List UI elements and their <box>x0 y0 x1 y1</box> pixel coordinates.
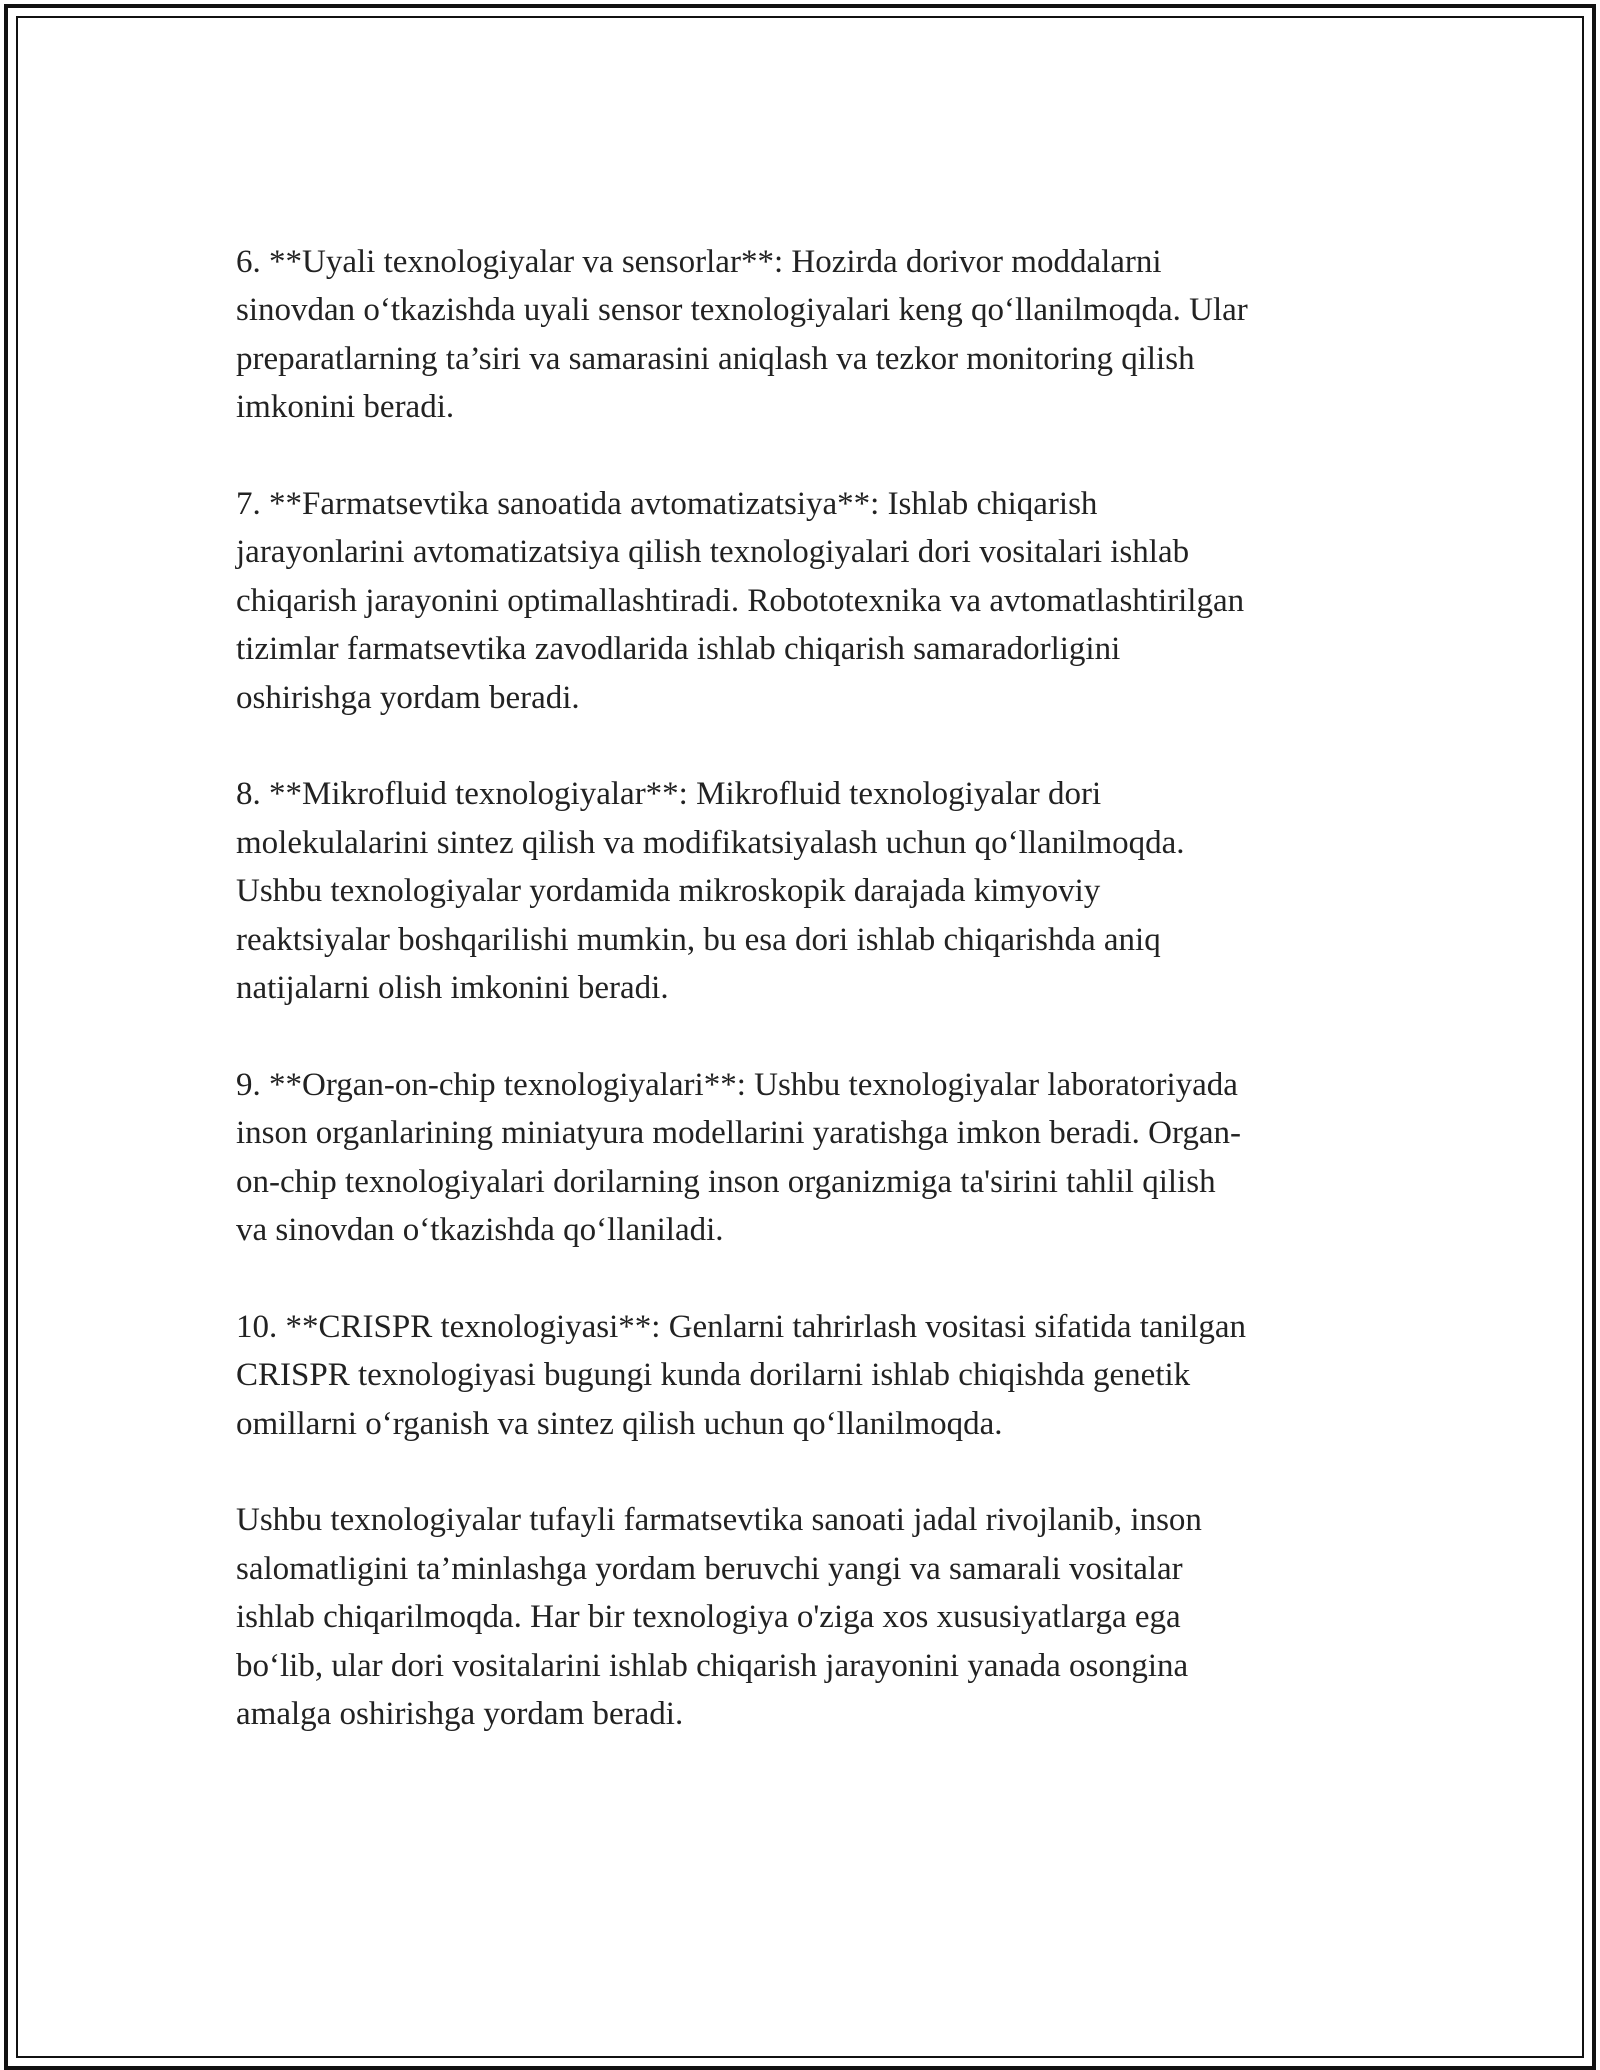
text-line: natijalarni olish imkonini beradi. <box>236 970 669 1007</box>
text-line: jarayonlarini avtomatizatsiya qilish texnologiyalari dori vositalari ishlab <box>236 534 1190 571</box>
paragraph-item-9 <box>236 1061 1386 1255</box>
text-line: inson organlarining miniatyura modellarini yaratishga imkon beradi. Organ- <box>236 1115 1242 1152</box>
text-line: 7. **Farmatsevtika sanoatida avtomatizatsiya**: Ishlab chiqarish <box>236 486 1098 523</box>
paragraph-conclusion <box>236 1496 1386 1738</box>
text-line: bo‘lib, ular dori vositalarini ishlab chiqarish jarayonini yanada osongina <box>236 1647 1189 1684</box>
text-line: reaktsiyalar boshqarilishi mumkin, bu esa dori ishlab chiqarishda aniq <box>236 921 1161 958</box>
text-line: oshirishga yordam beradi. <box>236 679 580 716</box>
text-line: omillarni o‘rganish va sintez qilish uchun qo‘llanilmoqda. <box>236 1405 1003 1442</box>
text-line: chiqarish jarayonini optimallashtiradi. Robototexnika va avtomatlashtirilgan <box>236 582 1245 619</box>
paragraph-item-8 <box>236 770 1386 1012</box>
text-line: on-chip texnologiyalari dorilarning inson organizmiga ta'sirini tahlil qilish <box>236 1163 1216 1200</box>
text-line: CRISPR texnologiyasi bugungi kunda dorilarni ishlab chiqishda genetik <box>236 1357 1191 1394</box>
paragraph-item-7 <box>236 480 1386 722</box>
text-line: tizimlar farmatsevtika zavodlarida ishlab chiqarish samaradorligini <box>236 631 1121 668</box>
text-line: 10. **CRISPR texnologiyasi**: Genlarni tahrirlash vositasi sifatida tanilgan <box>236 1308 1247 1345</box>
text-line: amalga oshirishga yordam beradi. <box>236 1696 684 1733</box>
document-body <box>236 238 1386 1787</box>
text-line: 8. **Mikrofluid texnologiyalar**: Mikrofluid texnologiyalar dori <box>236 776 1102 813</box>
text-line: preparatlarning ta’siri va samarasini aniqlash va tezkor monitoring qilish <box>236 340 1195 377</box>
text-line: 9. **Organ-on-chip texnologiyalari**: Ushbu texnologiyalar laboratoriyada <box>236 1066 1238 1103</box>
text-line: Ushbu texnologiyalar yordamida mikroskopik darajada kimyoviy <box>236 873 1101 910</box>
text-line: va sinovdan o‘tkazishda qo‘llaniladi. <box>236 1212 724 1249</box>
text-line: Ushbu texnologiyalar tufayli farmatsevtika sanoati jadal rivojlanib, inson <box>236 1502 1202 1539</box>
paragraph-item-6 <box>236 238 1386 432</box>
text-line: imkonini beradi. <box>236 389 455 426</box>
text-line: molekulalarini sintez qilish va modifikatsiyalash uchun qo‘llanilmoqda. <box>236 824 1185 861</box>
text-line: 6. **Uyali texnologiyalar va sensorlar**: Hozirda dorivor moddalarni <box>236 244 1162 280</box>
text-line: salomatligini ta’minlashga yordam beruvchi yangi va samarali vositalar <box>236 1550 1183 1587</box>
paragraph-item-10 <box>236 1303 1386 1448</box>
text-line: ishlab chiqarilmoqda. Har bir texnologiya o'ziga xos xususiyatlarga ega <box>236 1599 1181 1636</box>
text-line: sinovdan o‘tkazishda uyali sensor texnologiyalari keng qo‘llanilmoqda. Ular <box>236 292 1248 329</box>
